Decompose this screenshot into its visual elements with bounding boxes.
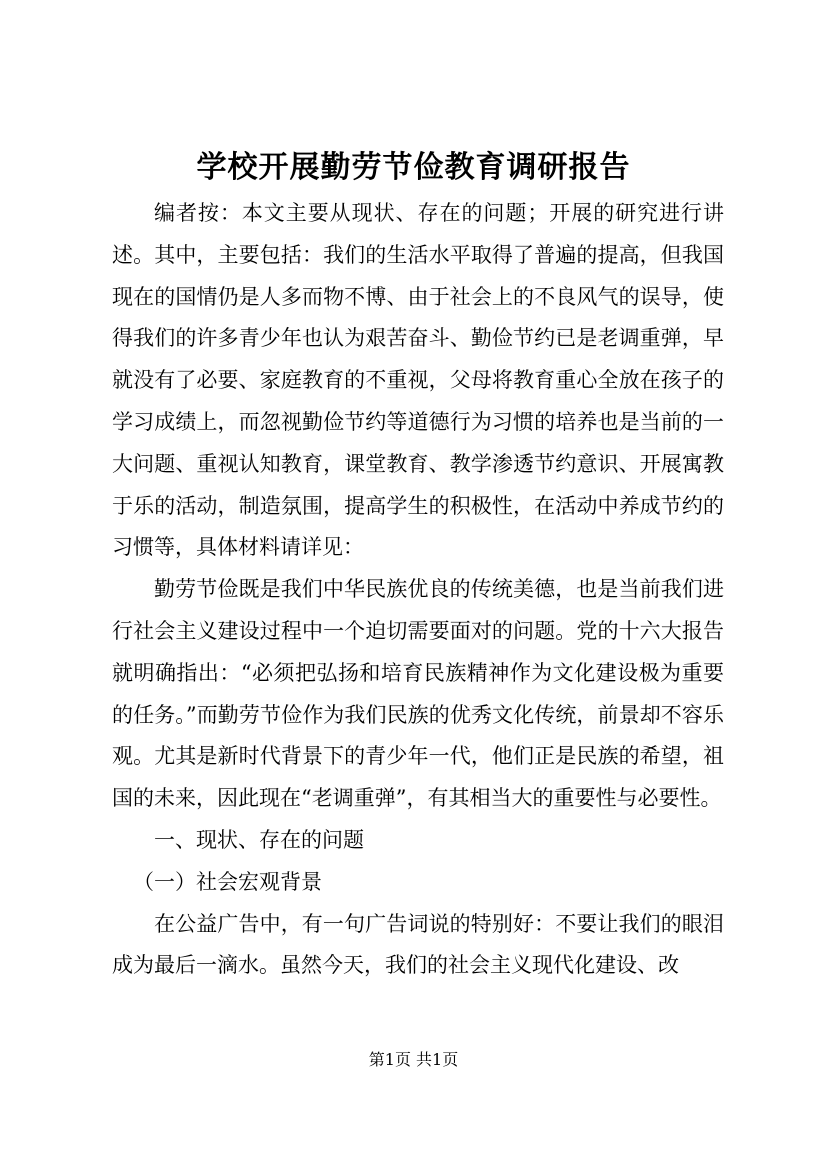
editor-note-paragraph: 编者按：本文主要从现状、存在的问题；开展的研究进行讲述。其中，主要包括：我们的生活水平取得了普遍的提高，但我国现在的国情仍是人多而物不博、由于社会上的不良风气的误导，使得我们的许多青少年也认为艰苦奋斗、勤俭节约已是老调重弹，早就没有了必要、家庭教育的不重视，父母将教育重心全放在孩子的学习成绩上，而忽视勤俭节约等道德行为习惯的培养也是当前的一大问题、重视认知教育，课堂教育、教学渗透节约意识、开展寓教于乐的活动，制造氛围，提高学生的积极性，在活动中养成节约的习惯等，具体材料请详见： [112,201,724,560]
page-number-footer: 第1页 共1页 [368,1050,459,1069]
document-body [112,193,724,987]
subsection-heading: （一）社会宏观背景 [133,869,322,894]
intro-paragraph: 勤劳节俭既是我们中华民族优良的传统美德，也是当前我们进行社会主义建设过程中一个迫切需要面对的问题。党的十六大报告就明确指出：“必须把弘扬和培育民族精神作为文化建设极为重要的任务。”而勤劳节俭作为我们民族的优秀文化传统，前景却不容乐观。尤其是新时代背景下的青少年一代，他们正是民族的希望，祖国的未来，因此现在“老调重弹”，有其相当大的重要性与必要性。 [112,577,724,811]
section-heading: 一、现状、存在的问题 [154,827,364,852]
document-title: 学校开展勤劳节俭教育调研报告 [196,150,631,185]
body-paragraph: 在公益广告中，有一句广告词说的特别好：不要让我们的眼泪成为最后一滴水。虽然今天，我们的社会主义现代化建设、改 [112,911,724,978]
